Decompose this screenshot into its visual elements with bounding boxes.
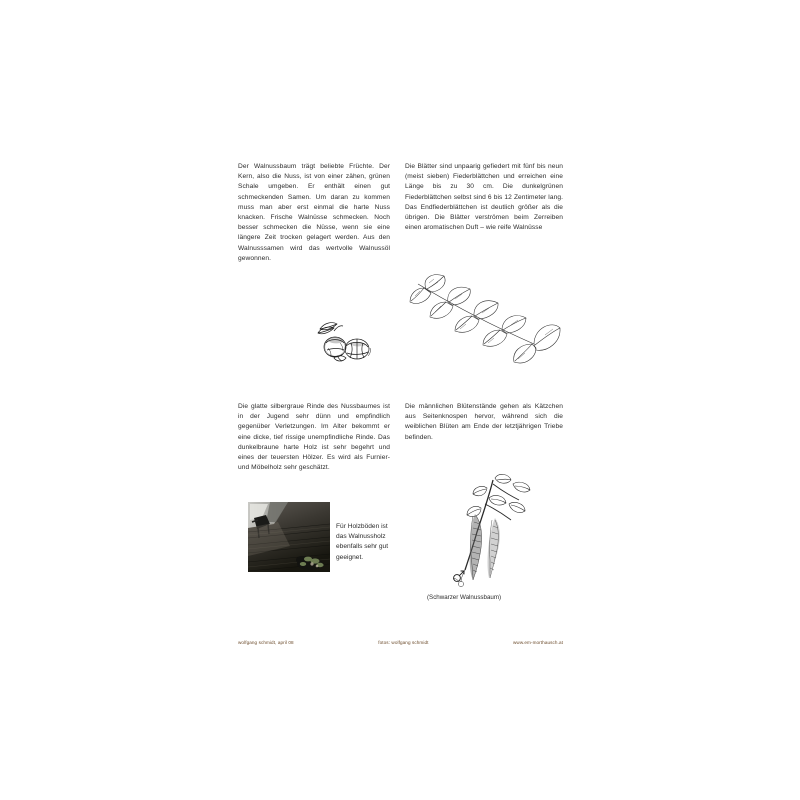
section-fruit [238,162,390,264]
pinnate-leaf-illustration [408,272,563,372]
document-sheet [225,150,575,650]
bark-paragraph: Die glatte silbergraue Rinde des Nussbaumes ist in der Jugend sehr dünn und empfindlich gegenüber Verletzungen. Im Alter bekommt er eine dicke, tief rissige unempfindliche Rinde. Das dunkelbraune harte Holz ist sehr begehrt und eines der teuersten Hölzer. Es wird als Furnier- und Möbelholz sehr geschätzt. [238,403,390,472]
footer-center: fotos: wolfgang schmidt [378,640,429,645]
catkin-caption: (Schwarzer Walnussbaum) [427,594,502,601]
footer-right: www.em-morthausch.at [513,640,563,645]
fruit-paragraph: Der Walnussbaum trägt beliebte Früchte. Der Kern, also die Nuss, ist von einer zähen, grünen Schale umgeben. Er enthält einen gut schmeckenden Samen. Um daran zu kommen muss man aber erst einmal die harte Nuss knacken. Frische Walnüsse schmecken. Noch besser schmecken die Nüsse, wenn sie eine längere Zeit trocken gelagert werden. Aus den Walnusssamen wird das wertvolle Walnussöl gewonnen. [238,163,390,262]
leaves-paragraph: Die Blätter sind unpaarig gefiedert mit fünf bis neun (meist sieben) Fiederblättchen und erreichen eine Länge bis zu 30 cm. Die dunkelgrünen Fiederblättchen selbst sind 6 bis 12 Zentimeter lang. Das Endfiederblättchen ist deutlich größer als die übrigen. Die Blätter verströmen beim Zerreiben einen aromatischen Duft – wie reife Walnüsse [405,163,563,232]
catkin-illustration [435,474,545,592]
wooden-floor-photo [248,502,330,572]
footer-left: wolfgang schmidt, april 08 [238,640,294,645]
section-flowers [405,402,563,601]
section-bark [238,402,390,561]
flowers-paragraph: Die männlichen Blütenstände gehen als Kätzchen aus Seitenknospen hervor, während sich die weiblichen Blüten am Ende der letztjährigen Triebe befinden. [405,403,563,441]
walnut-fruit-illustration [310,317,382,365]
floor-photo-caption: Für Holzböden ist das Walnussholz ebenfalls sehr gut geeignet. [336,523,389,561]
section-leaves [405,162,563,233]
document-footer [238,640,563,645]
